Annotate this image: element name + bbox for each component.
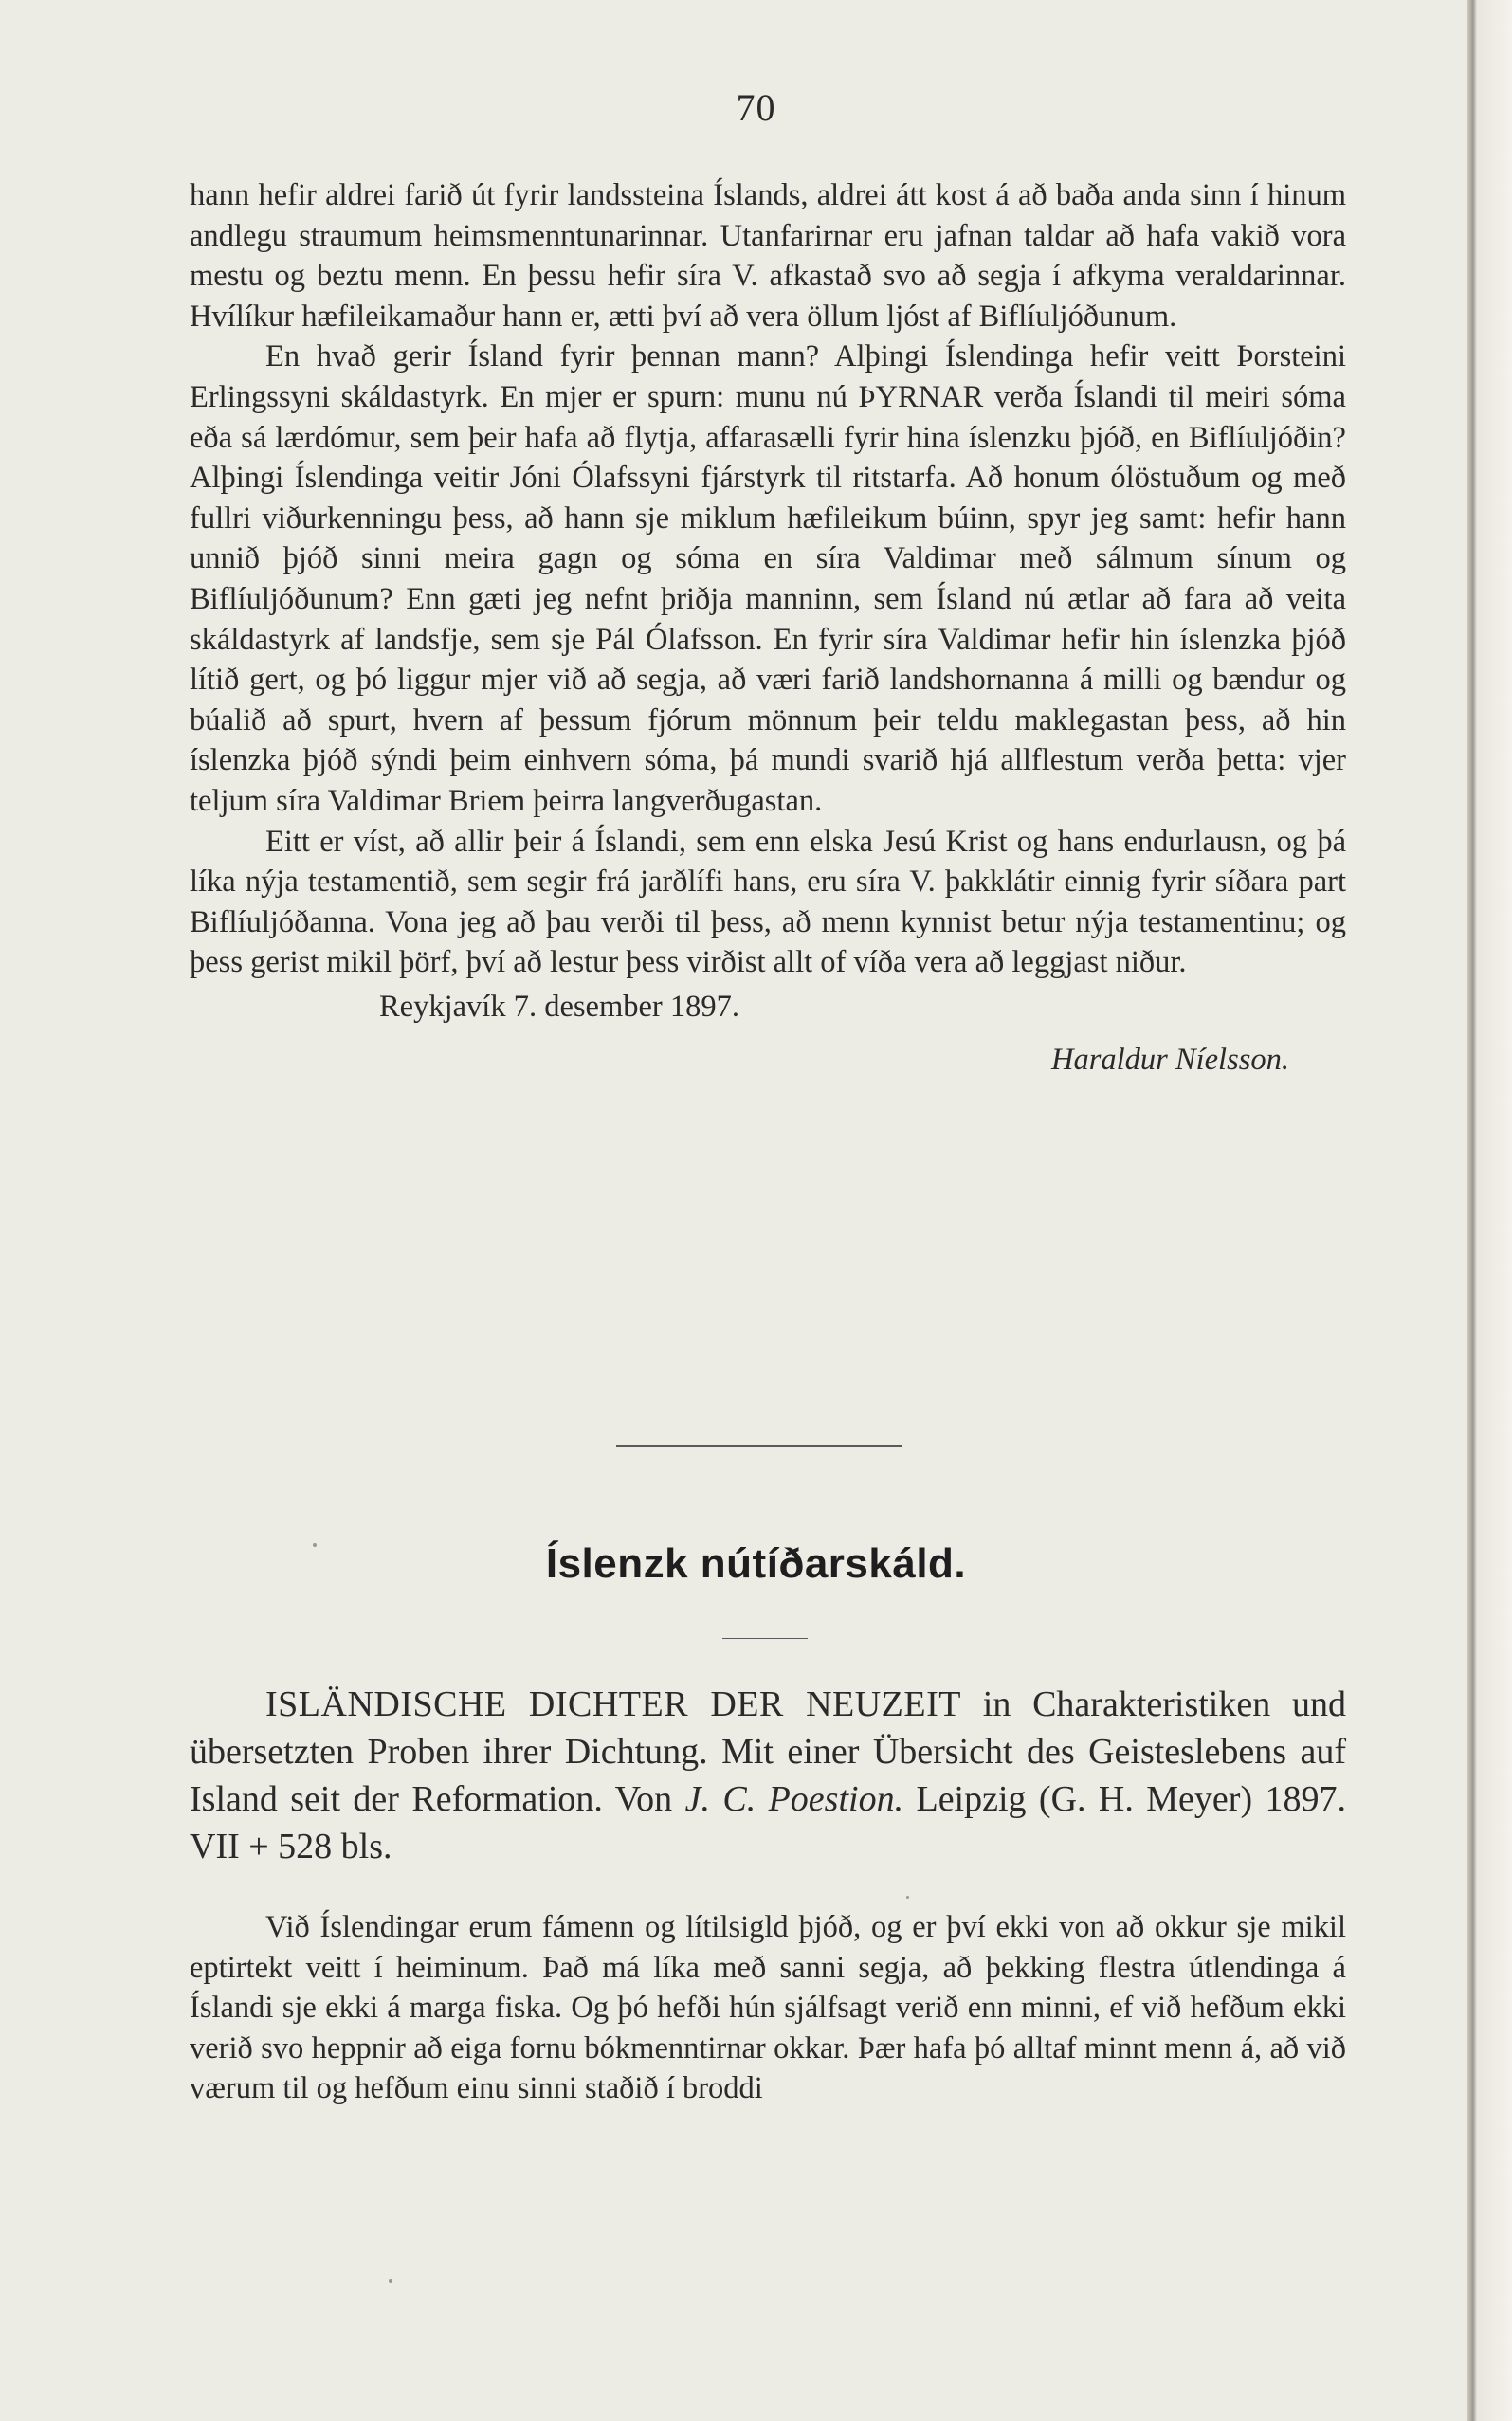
article-paragraph-1: hann hefir aldrei farið út fyrir landssteina Íslands, aldrei átt kost á að baða anda sinn í hinum andlegu straumum heimsmenntunarinnar. Utanfarirnar eru jafnan taldar að hafa vakið vora mestu og beztu menn. En þessu hefir síra V. afkastað svo að segja í afkyma veraldarinnar. Hvílíkur hæfileikamaður hann er, ætti því að vera öllum ljóst af Biflíuljóðunum. xyxy=(190,178,1346,334)
review-paragraph: Við Íslendingar erum fámenn og lítilsigld þjóð, og er því ekki von að okkur sje mikil eptirtekt veitt í heiminum. Það má líka með sanni segja, að þekking flestra útlendinga á Íslandi sje ekki á marga fiska. Og þó hefði hún sjálfsagt verið enn minni, ef við hefðum ekki verið svo heppnir að eiga fornu bókmenntirnar okkar. Þær hafa þó alltaf minnt menn á, að við værum til og hefðum einu sinni staðið í broddi xyxy=(190,1910,1346,2106)
author-signature: Haraldur Níelsson. xyxy=(1050,1043,1289,1078)
article-paragraph-3: Eitt er víst, að allir þeir á Íslandi, sem enn elska Jesú Krist og hans endurlausn, og þá líka nýja testamentið, sem segir frá jarðlífi hans, eru síra V. þakklátir einnig fyrir síðara part Biflíuljóðanna. Vona jeg að þau verði til þess, að menn kynnist betur nýja testamentinu; og þess gerist mikil þörf, því að lestur þess virðist allt of víða vera að leggjast niður. xyxy=(190,824,1346,980)
article-continuation xyxy=(190,175,1346,1081)
paper-speck xyxy=(389,2279,392,2283)
page-gutter xyxy=(1467,0,1512,2421)
dateline: Reykjavík 7. desember 1897. xyxy=(379,989,739,1024)
book-title-caps: ISLÄNDISCHE DICHTER DER NEUZEIT xyxy=(265,1684,961,1724)
section-title: Íslenzk nútíðarskáld. xyxy=(545,1540,967,1587)
title-underline-rule xyxy=(722,1638,808,1639)
article-paragraph-2: En hvað gerir Ísland fyrir þennan mann? Alþingi Íslendinga hefir veitt Þorsteini Erlingssyni skáldastyrk. En mjer er spurn: munu nú ÞYRNAR verða Íslandi til meiri sóma eða sá lærdómur, sem þeir hafa að flytja, affarasælli fyrir hina íslenzku þjóð, en Biflíuljóðin? Alþingi Íslendinga veitir Jóni Ólafssyni fjárstyrk til ritstarfa. Að honum ólöstuðum og með fullri viðurkenningu þess, að hann sje miklum hæfileikum búinn, spyr jeg samt: hefir hann unnið þjóð sinni meira gagn og sóma en síra Valdimar með sálmum sínum og Biflíuljóðunum? Enn gæti jeg nefnt þriðja manninn, sem Ísland nú ætlar að fara að veita skáldastyrk af landsfje, sem sje Pál Ólafsson. En fyrir síra Valdimar hefir hin íslenzka þjóð lítið gert, og þó liggur mjer við að segja, að væri farið landshornanna á milli og bændur og búalið að spurt, hvern af þessum fjórum mönnum þeir teldu maklegastan þess, að hin íslenzka þjóð sýndi þeim einhvern sóma, þá mundi svarið hjá allflestum verða þetta: vjer teljum síra Valdimar Briem þeirra langverðugastan. xyxy=(190,339,1346,818)
book-review-heading xyxy=(190,1681,1346,1870)
review-body xyxy=(190,1907,1346,2109)
book-title-rest: in Charakteristiken und übersetzten Proben ihrer Dichtung. Mit einer Übersicht des Geisteslebens auf Island seit der Reformation. Von xyxy=(190,1684,1346,1819)
book-publisher: Leipzig (G. H. Meyer) 1897. VII + 528 bls. xyxy=(190,1779,1346,1866)
book-author: J. C. Poestion. xyxy=(684,1779,904,1819)
paper-speck xyxy=(313,1543,317,1547)
page-number: 70 xyxy=(736,86,776,129)
section-divider xyxy=(616,1445,902,1447)
paper-speck xyxy=(906,1896,909,1899)
